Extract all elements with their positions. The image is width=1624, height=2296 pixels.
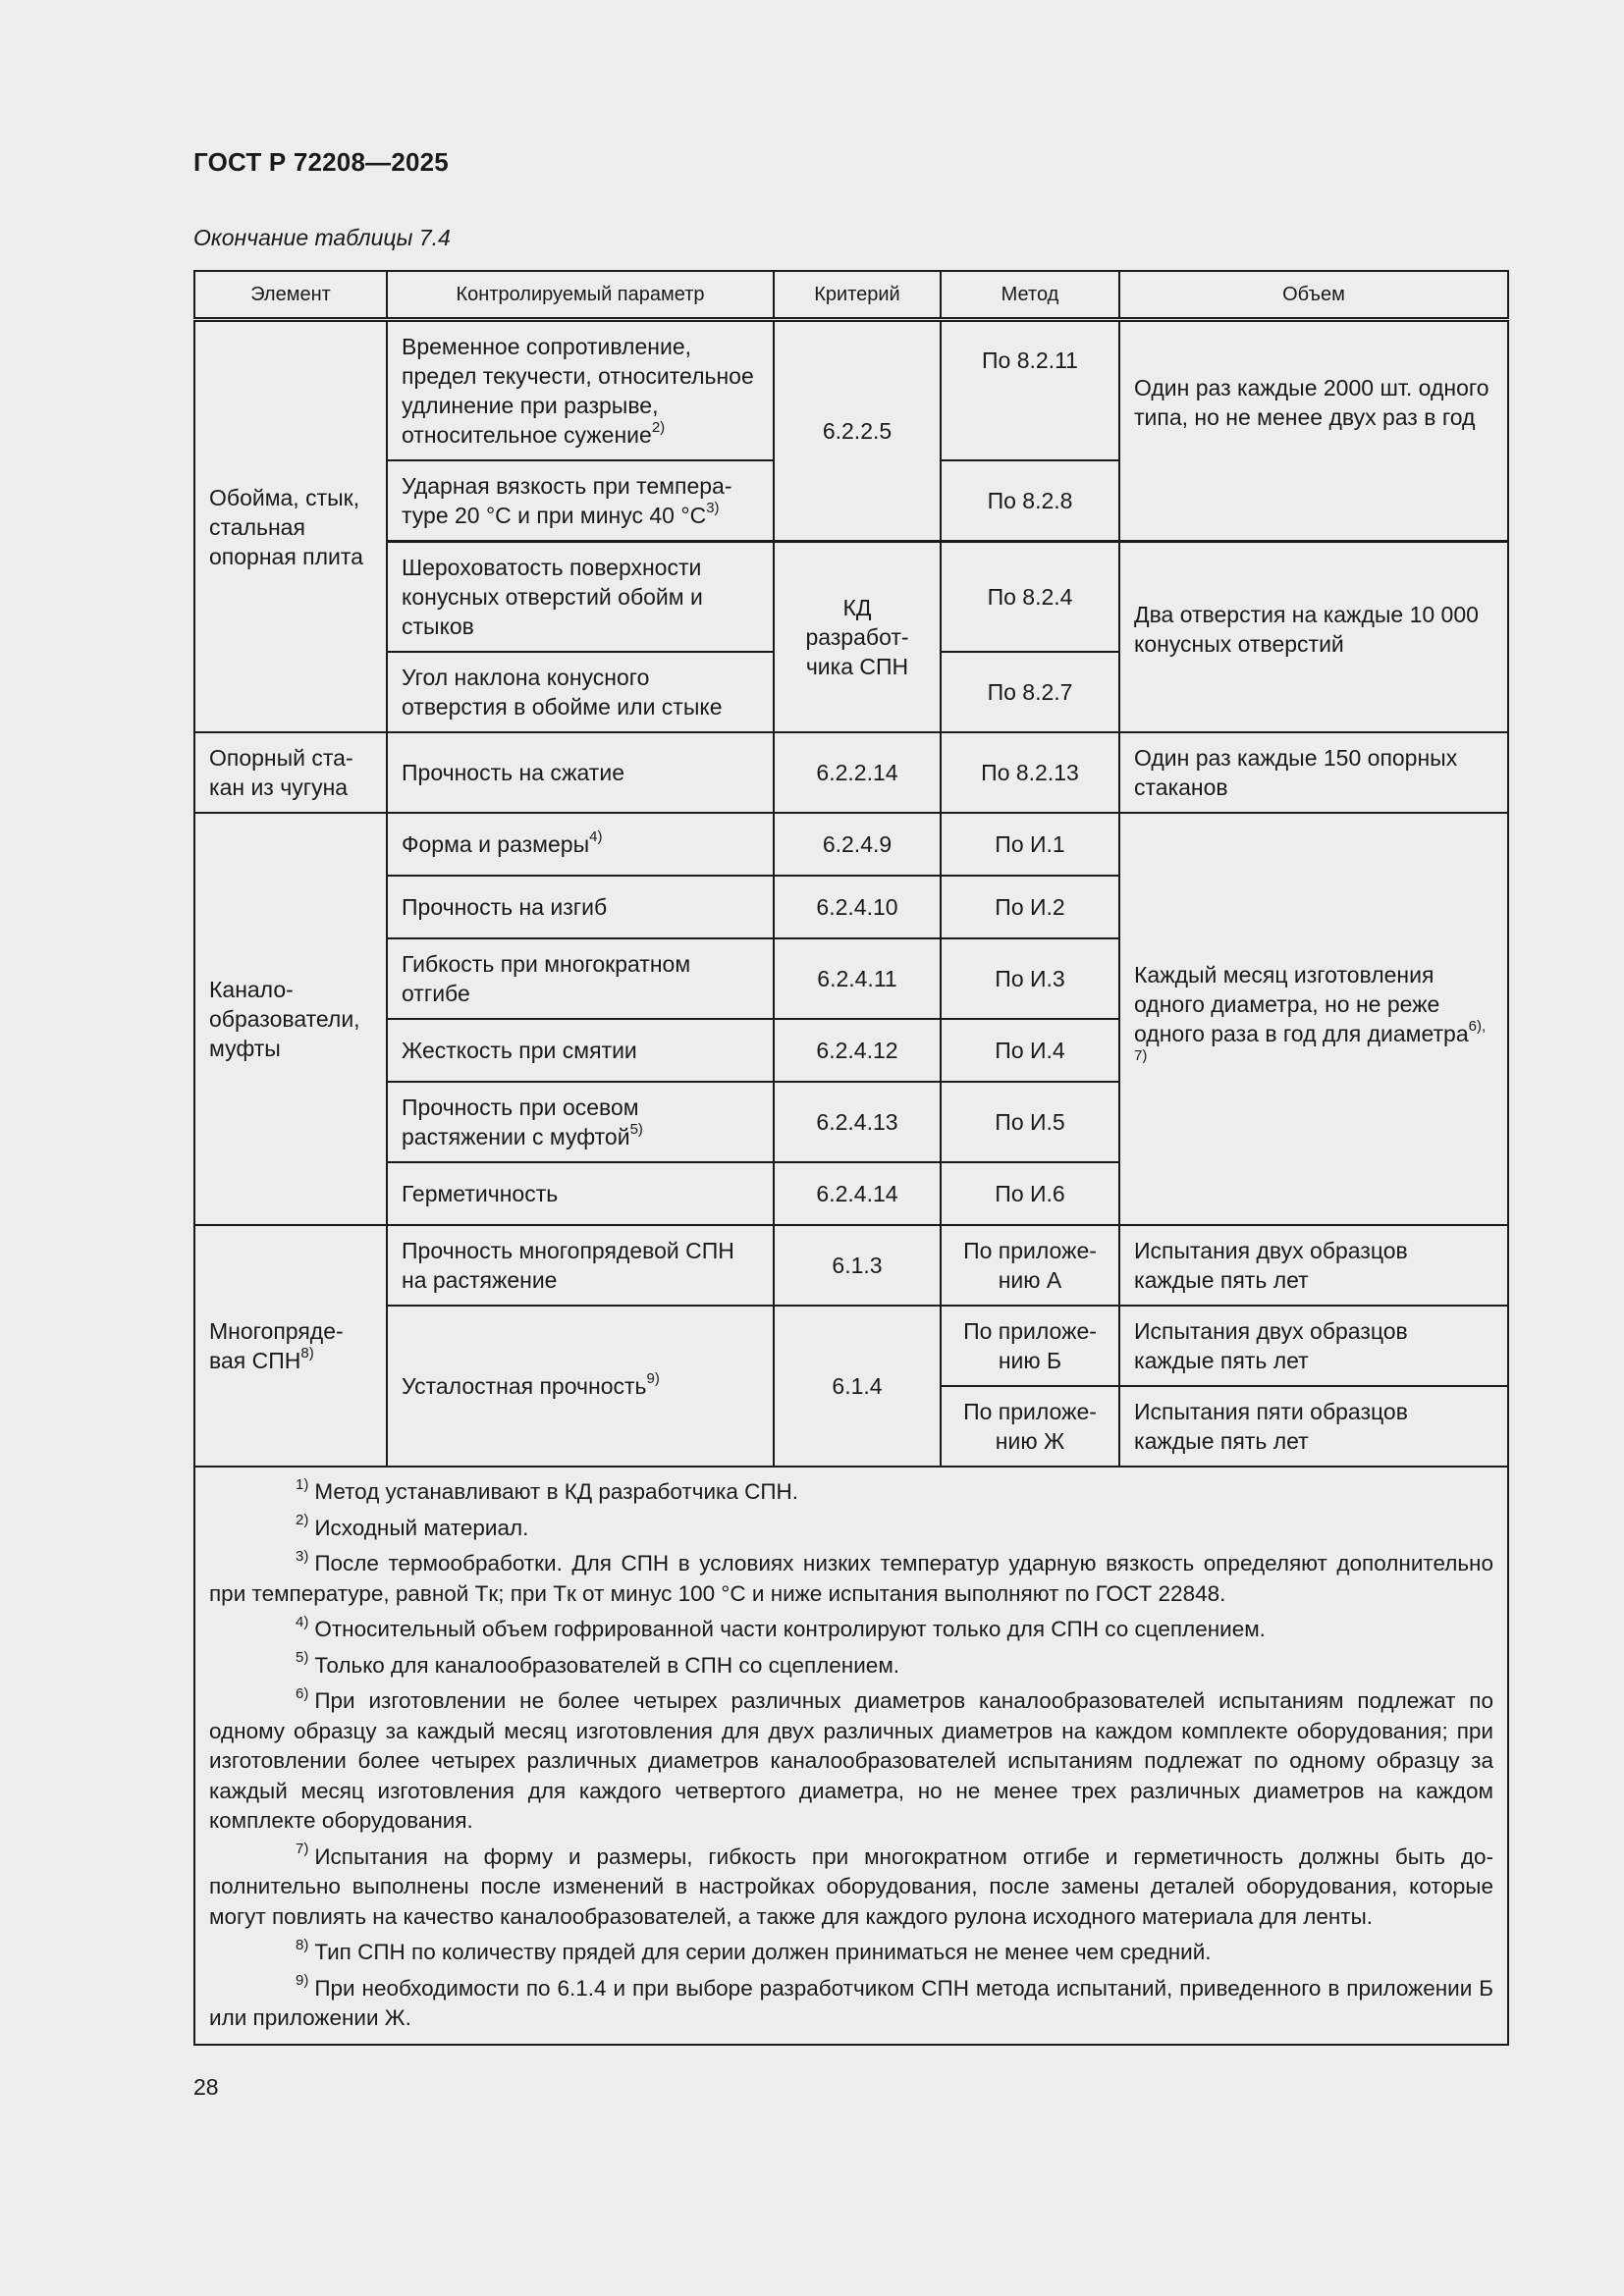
parameter-cell: Угол наклона конусного отверстия в обойме или стыке xyxy=(387,652,774,732)
method-cell: По И.1 xyxy=(941,813,1119,876)
footnote-ref: 5) xyxy=(629,1121,643,1139)
volume-text: Каждый месяц изготовления одного диаметра, но не реже одного раза в год для диаметра xyxy=(1134,962,1469,1046)
table-row xyxy=(194,732,1508,813)
method-cell: По 8.2.13 xyxy=(941,732,1119,813)
parameter-cell xyxy=(387,320,774,461)
footnote-text: Испытания на форму и размеры, гибкость при многократном отгибе и герметичность должны быть дополнительно выполнены после изменений в настройках оборудования, после замены деталей оборудования, которые могут повлиять на качество каналообразователей, а также для каждого рулона исходного материала для ленты. xyxy=(209,1843,1493,1929)
footnote-text: При изготовлении не более четырех различных диаметров каналообразователей испытаниям подлежат по одному образцу за каждый месяц изготовления для двух различных диаметров на каждом комплекте оборудования; при изготовлении более четырех различных диаметров каналообразователей испытаниям подлежат по одному образцу за каждый месяц изготовления для каждого четвертого диаметра, но не менее трех различных диаметров на каждом комплекте оборудования. xyxy=(209,1688,1493,1833)
element-label: Обойма, стык, стальная опорная плита xyxy=(209,484,363,569)
criterion-cell: 6.2.4.13 xyxy=(774,1082,941,1162)
table-row xyxy=(194,320,1508,461)
footnote xyxy=(209,1615,1493,1645)
volume-cell: Один раз каждые 2000 шт. одного типа, но не менее двух раз в год xyxy=(1119,320,1508,542)
criterion-cell: 6.1.3 xyxy=(774,1225,941,1306)
parameter-cell: Гибкость при многократном отгибе xyxy=(387,938,774,1019)
method-cell: По И.6 xyxy=(941,1162,1119,1225)
footnote-mark: 6) xyxy=(296,1684,309,1702)
footnote xyxy=(209,1514,1493,1544)
footnotes-row xyxy=(194,1467,1508,2045)
table-row xyxy=(194,1306,1508,1386)
table-row xyxy=(194,1225,1508,1306)
footnote-text: После термообработки. Для СПН в условиях низких температур ударную вязкость определяют дополнительно при температуре, равной Tк; при Tк от минус 100 °С и ниже испытания выполняют по ГОСТ 22848. xyxy=(209,1551,1493,1606)
col-header-element: Элемент xyxy=(194,271,387,320)
element-label: Многопрядевая СПН xyxy=(209,1318,344,1373)
footnote-ref: 8) xyxy=(300,1345,314,1362)
footnote xyxy=(209,1549,1493,1609)
parameter-text: Временное сопротивление, предел текучести, относительное удлинение при разрыве, относительное сужение xyxy=(402,334,754,448)
footnote-text: Относительный объем гофрированной части контролируют только для СПН со сцеплением. xyxy=(314,1617,1266,1641)
volume-cell: Испытания двух образцов каждые пять лет xyxy=(1119,1225,1508,1306)
parameter-text: Прочность при осевом растяжении с муфтой xyxy=(402,1095,639,1149)
parameter-cell: Шероховатость поверхности конусных отверстий обойм и стыков xyxy=(387,542,774,653)
parameter-text: Ударная вязкость при температуре 20 °С и при минус 40 °С xyxy=(402,473,732,528)
footnote-ref: 2) xyxy=(651,419,666,437)
footnotes-cell xyxy=(194,1467,1508,2045)
method-cell: По 8.2.11 xyxy=(941,320,1119,461)
footnote-ref: 9) xyxy=(646,1370,660,1388)
element-cell xyxy=(194,1225,387,1467)
parameter-cell xyxy=(387,813,774,876)
parameter-cell: Прочность на изгиб xyxy=(387,876,774,938)
parameter-cell: Прочность многопрядевой СПН на растяжение xyxy=(387,1225,774,1306)
footnote-mark: 7) xyxy=(296,1841,309,1857)
table-row xyxy=(194,813,1508,876)
parameter-text: Форма и размеры xyxy=(402,831,590,857)
col-header-method: Метод xyxy=(941,271,1119,320)
method-cell: По 8.2.7 xyxy=(941,652,1119,732)
element-cell: Каналообразователи, муфты xyxy=(194,813,387,1225)
footnote xyxy=(209,1477,1493,1508)
footnote xyxy=(209,1974,1493,2034)
criterion-cell: 6.2.2.5 xyxy=(774,320,941,542)
parameter-text: Усталостная прочность xyxy=(402,1373,647,1399)
table-header-row xyxy=(194,271,1508,320)
parameter-cell: Герметичность xyxy=(387,1162,774,1225)
parameter-cell xyxy=(387,1082,774,1162)
element-cell xyxy=(194,320,387,733)
footnote-ref: 3) xyxy=(706,500,720,517)
footnote-mark: 9) xyxy=(296,1972,309,1989)
footnote xyxy=(209,1842,1493,1933)
page-number: 28 xyxy=(193,2074,219,2100)
volume-cell: Испытания пяти образцов каждые пять лет xyxy=(1119,1386,1508,1467)
method-cell: По И.5 xyxy=(941,1082,1119,1162)
volume-cell: Один раз каждые 150 опорных стаканов xyxy=(1119,732,1508,813)
method-cell: По И.3 xyxy=(941,938,1119,1019)
footnote xyxy=(209,1938,1493,1968)
criterion-cell: 6.2.4.14 xyxy=(774,1162,941,1225)
volume-cell xyxy=(1119,813,1508,1225)
parameter-cell xyxy=(387,1306,774,1467)
footnote-text: Метод устанавливают в КД разработчика СПН. xyxy=(314,1479,799,1504)
method-cell: По приложению Ж xyxy=(941,1386,1119,1467)
col-header-parameter: Контролируемый параметр xyxy=(387,271,774,320)
criterion-cell: 6.2.2.14 xyxy=(774,732,941,813)
control-table xyxy=(193,270,1509,2046)
col-header-volume: Объем xyxy=(1119,271,1508,320)
footnote-mark: 8) xyxy=(296,1936,309,1953)
criterion-cell: 6.2.4.12 xyxy=(774,1019,941,1082)
footnote-text: Только для каналообразователей в СПН со сцеплением. xyxy=(314,1652,900,1678)
footnote-text: Исходный материал. xyxy=(314,1515,529,1540)
criterion-cell: 6.2.4.11 xyxy=(774,938,941,1019)
parameter-cell: Прочность на сжатие xyxy=(387,732,774,813)
footnote-mark: 5) xyxy=(296,1649,309,1666)
footnote-mark: 3) xyxy=(296,1547,309,1565)
volume-cell: Испытания двух образцов каждые пять лет xyxy=(1119,1306,1508,1386)
method-cell: По 8.2.8 xyxy=(941,460,1119,542)
footnote xyxy=(209,1686,1493,1837)
footnote-ref: 6), 7) xyxy=(1134,1018,1487,1065)
document-header: ГОСТ Р 72208—2025 xyxy=(193,147,449,177)
parameter-cell: Жесткость при смятии xyxy=(387,1019,774,1082)
footnote xyxy=(209,1651,1493,1682)
col-header-criterion: Критерий xyxy=(774,271,941,320)
criterion-cell: КД разработчика СПН xyxy=(774,542,941,733)
element-cell: Опорный стакан из чугуна xyxy=(194,732,387,813)
footnote-mark: 4) xyxy=(296,1613,309,1630)
footnote-text: При необходимости по 6.1.4 и при выборе разработчиком СПН метода испытаний, приведенного в приложении Б или приложении Ж. xyxy=(209,1975,1493,2030)
method-cell: По 8.2.4 xyxy=(941,542,1119,653)
footnote-mark: 2) xyxy=(296,1512,309,1528)
table-row xyxy=(194,542,1508,653)
method-cell: По И.2 xyxy=(941,876,1119,938)
method-cell: По И.4 xyxy=(941,1019,1119,1082)
table-caption: Окончание таблицы 7.4 xyxy=(193,225,451,250)
criterion-cell: 6.2.4.9 xyxy=(774,813,941,876)
parameter-cell xyxy=(387,460,774,542)
criterion-cell: 6.1.4 xyxy=(774,1306,941,1467)
footnote-ref: 4) xyxy=(589,828,603,846)
criterion-cell: 6.2.4.10 xyxy=(774,876,941,938)
footnote-mark: 1) xyxy=(296,1475,309,1493)
footnote-text: Тип СПН по количеству прядей для серии должен приниматься не менее чем средний. xyxy=(314,1940,1212,1964)
volume-cell: Два отверстия на каждые 10 000 конусных отверстий xyxy=(1119,542,1508,733)
method-cell: По приложению А xyxy=(941,1225,1119,1306)
method-cell: По приложению Б xyxy=(941,1306,1119,1386)
